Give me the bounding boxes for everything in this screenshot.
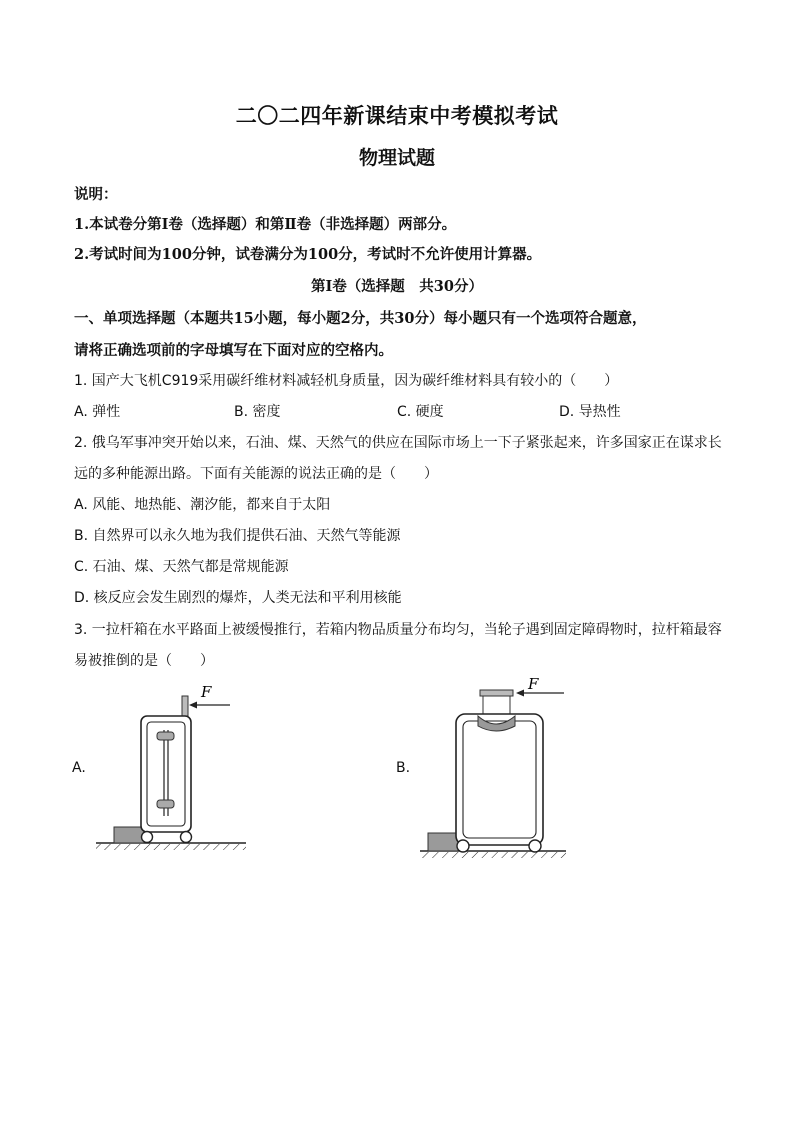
force-label: F	[528, 676, 539, 693]
force-label: F	[201, 683, 212, 701]
question-2-option-a: A. 风能、地热能、潮汐能，都来自于太阳	[74, 497, 331, 513]
exam-subject: 物理试题	[358, 147, 435, 169]
suitcase-body	[456, 714, 543, 845]
question-2-option-b: B. 自然界可以永久地为我们提供石油、天然气等能源	[74, 528, 401, 544]
question-1-stem: 1. 国产大飞机C919采用碳纤维材料减轻机身质量，因为碳纤维材料具有较小的（ ）	[74, 373, 619, 389]
ground-hatch	[96, 844, 246, 850]
question-2-option-d: D. 核反应会发生剧烈的爆炸，人类无法和平利用核能	[74, 590, 402, 606]
wheel-left	[457, 840, 469, 852]
pull-handle	[480, 690, 513, 696]
question-1-option-d: D. 导热性	[559, 404, 621, 420]
question-3-figure-a-label: A.	[72, 760, 86, 776]
notes-heading: 说明：	[74, 186, 118, 203]
question-2-stem-line2: 远的多种能源出路。下面有关能源的说法正确的是（ ）	[74, 466, 438, 482]
section-instruction-line2: 请将正确选项前的字母填写在下面对应的空格内。	[74, 342, 393, 359]
section-instruction-line1: 一、单项选择题（本题共15小题，每小题2分，共30分）每小题只有一个选项符合题意，	[74, 310, 647, 327]
exam-title: 二〇二四年新课结束中考模拟考试	[235, 103, 559, 128]
question-1-option-a: A. 弹性	[74, 404, 121, 420]
question-1-option-b: B. 密度	[234, 404, 281, 420]
ground-hatch	[420, 852, 566, 858]
note-1: 1.本试卷分第Ⅰ卷（选择题）和第Ⅱ卷（非选择题）两部分。	[74, 216, 457, 233]
question-2-option-c: C. 石油、煤、天然气都是常规能源	[74, 559, 289, 575]
obstacle-block	[114, 827, 144, 843]
question-3-figure-b-label: B.	[396, 760, 411, 776]
wheel-left	[142, 832, 153, 843]
wheel-right	[181, 832, 192, 843]
wheel-right	[529, 840, 541, 852]
question-3-stem-line2: 易被推倒的是（ ）	[74, 653, 214, 669]
question-3-stem-line1: 3. 一拉杆箱在水平路面上被缓慢推行，若箱内物品质量分布均匀，当轮子遇到固定障碍物时，拉杆箱最容	[74, 622, 722, 638]
obstacle-block	[428, 833, 458, 851]
question-2-stem-line1: 2. 俄乌军事冲突开始以来，石油、煤、天然气的供应在国际市场上一下子紧张起来，许多国家正在谋求长	[74, 435, 722, 451]
suitcase-figure-b	[416, 676, 586, 861]
part1-heading: 第Ⅰ卷（选择题 共30分）	[311, 278, 483, 295]
question-1-option-c: C. 硬度	[397, 404, 444, 420]
suitcase-figure-a	[90, 676, 250, 856]
note-2: 2.考试时间为100分钟，试卷满分为100分，考试时不允许使用计算器。	[74, 246, 542, 263]
pull-handle	[182, 696, 188, 716]
